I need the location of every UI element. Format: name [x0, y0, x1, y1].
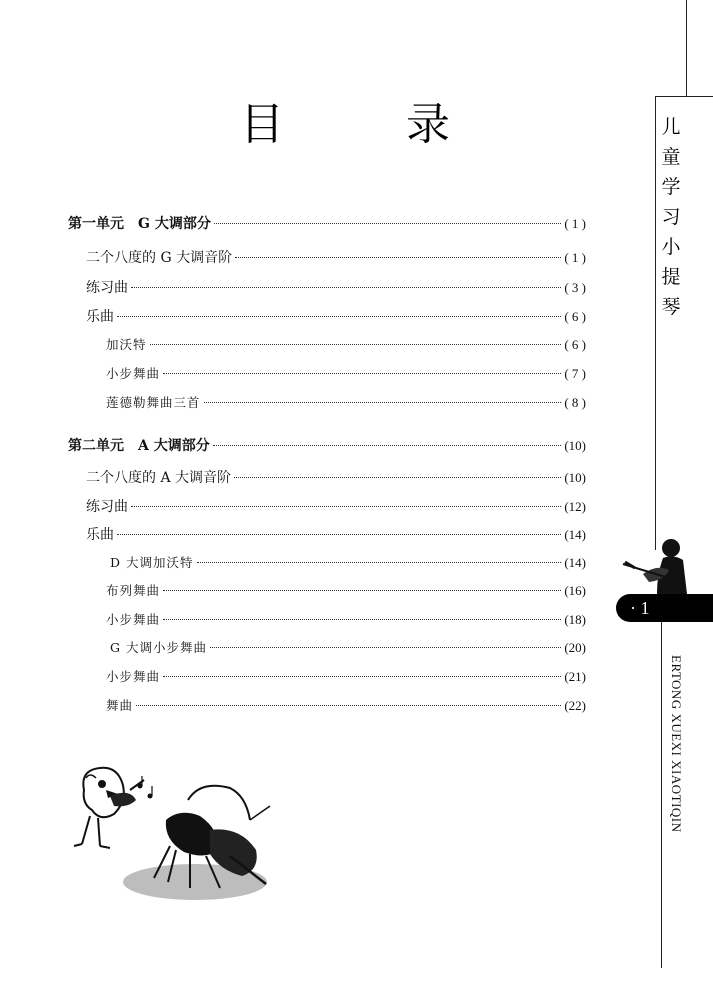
dot-leader — [131, 287, 561, 288]
page-title — [240, 88, 450, 152]
toc-label: 乐曲 — [86, 309, 114, 325]
toc-page: (14) — [564, 555, 586, 570]
toc-entry[interactable] — [68, 213, 586, 233]
dot-leader — [163, 619, 561, 620]
toc-label: 小步舞曲 — [106, 669, 161, 684]
toc-entry[interactable] — [86, 247, 586, 267]
title-char-2: 录 — [406, 99, 450, 150]
dot-leader — [163, 373, 561, 374]
toc-label: 第一单元 G 大调部分 — [68, 216, 211, 232]
toc-page: (12) — [564, 499, 586, 514]
sidebar-title-char: 学 — [661, 176, 681, 198]
sidebar-title-char: 琴 — [661, 296, 681, 318]
sidebar-rule-left-lower — [655, 344, 656, 550]
sidebar-title-char: 小 — [661, 236, 681, 258]
title-char-1: 目 — [240, 99, 284, 150]
toc-label: 乐曲 — [86, 527, 114, 543]
toc-entry[interactable] — [86, 467, 586, 487]
toc-label: 小步舞曲 — [106, 366, 161, 381]
pinyin-text: ERTONG XUEXI XIAOTIQIN — [669, 655, 684, 833]
toc-page: (16) — [564, 583, 586, 598]
toc-label: 二个八度的 G 大调音阶 — [86, 250, 233, 266]
toc-label: 布列舞曲 — [106, 583, 161, 598]
toc-page: (14) — [564, 527, 586, 542]
dot-leader — [214, 223, 561, 224]
sidebar-rule — [655, 96, 713, 97]
sidebar-title-char: 童 — [661, 146, 681, 168]
toc-page: (22) — [564, 698, 586, 713]
toc-page: ( 6 ) — [564, 309, 586, 324]
toc-entry[interactable] — [110, 553, 586, 571]
toc-label: G 大调小步舞曲 — [110, 640, 207, 655]
music-notes-icon — [138, 776, 153, 799]
dot-leader — [150, 344, 562, 345]
toc-entry[interactable] — [86, 277, 586, 297]
toc-page: ( 6 ) — [564, 337, 586, 352]
toc-label: 莲德勒舞曲三首 — [106, 395, 201, 410]
dot-leader — [197, 562, 562, 563]
toc-entry[interactable] — [106, 696, 586, 714]
dot-leader — [117, 316, 561, 317]
toc-entry[interactable] — [86, 496, 586, 516]
dot-leader — [210, 647, 561, 648]
toc-label: 第二单元 A 大调部分 — [68, 438, 210, 454]
sidebar-title-char: 儿 — [661, 116, 681, 138]
dot-leader — [136, 705, 561, 706]
toc-entry[interactable] — [106, 364, 586, 382]
dot-leader — [117, 534, 561, 535]
sidebar-title-char: 习 — [661, 206, 681, 228]
toc-page: ( 3 ) — [564, 280, 586, 295]
toc-entry[interactable] — [106, 667, 586, 685]
toc-page: ( 1 ) — [564, 216, 586, 231]
toc-page: (21) — [564, 669, 586, 684]
toc-page: ( 7 ) — [564, 366, 586, 381]
toc-label: 舞曲 — [106, 698, 134, 713]
toc-page: (10) — [564, 470, 586, 485]
toc-page: (20) — [564, 640, 586, 655]
dot-leader — [204, 402, 562, 403]
toc-label: 二个八度的 A 大调音阶 — [86, 470, 232, 486]
toc-entry[interactable] — [86, 306, 586, 326]
toc-page: ( 1 ) — [564, 250, 586, 265]
toc-entry[interactable] — [86, 524, 586, 544]
toc-entry[interactable] — [106, 393, 586, 411]
toc-label: 练习曲 — [86, 499, 128, 515]
dot-leader — [234, 477, 561, 478]
sidebar-pinyin — [666, 655, 686, 855]
sidebar-rule-left — [655, 96, 656, 344]
toc-label: 加沃特 — [106, 337, 147, 352]
toc-entry[interactable] — [106, 581, 586, 599]
sidebar-title-char: 提 — [661, 266, 681, 288]
dot-leader — [163, 676, 561, 677]
sidebar-book-title — [660, 112, 682, 322]
toc-page: (10) — [564, 438, 586, 453]
dot-leader — [131, 506, 561, 507]
dot-leader — [213, 445, 562, 446]
bird-icon — [74, 768, 144, 848]
dot-leader — [235, 257, 561, 258]
sidebar-rule-bottom — [661, 622, 662, 968]
toc-label: 练习曲 — [86, 280, 128, 296]
toc-label: D 大调加沃特 — [110, 555, 194, 570]
cartoon-illustration — [70, 760, 280, 902]
toc-entry[interactable] — [110, 638, 586, 656]
toc-entry[interactable] — [106, 335, 586, 353]
toc-page: ( 8 ) — [564, 395, 586, 410]
toc-entry[interactable] — [68, 435, 586, 455]
page-number-tab: · 1 — [616, 594, 713, 622]
violinist-icon — [613, 534, 693, 598]
toc-page: (18) — [564, 612, 586, 627]
dot-leader — [163, 590, 561, 591]
sidebar-rule-top — [686, 0, 687, 96]
toc-label: 小步舞曲 — [106, 612, 161, 627]
toc-entry[interactable] — [106, 610, 586, 628]
